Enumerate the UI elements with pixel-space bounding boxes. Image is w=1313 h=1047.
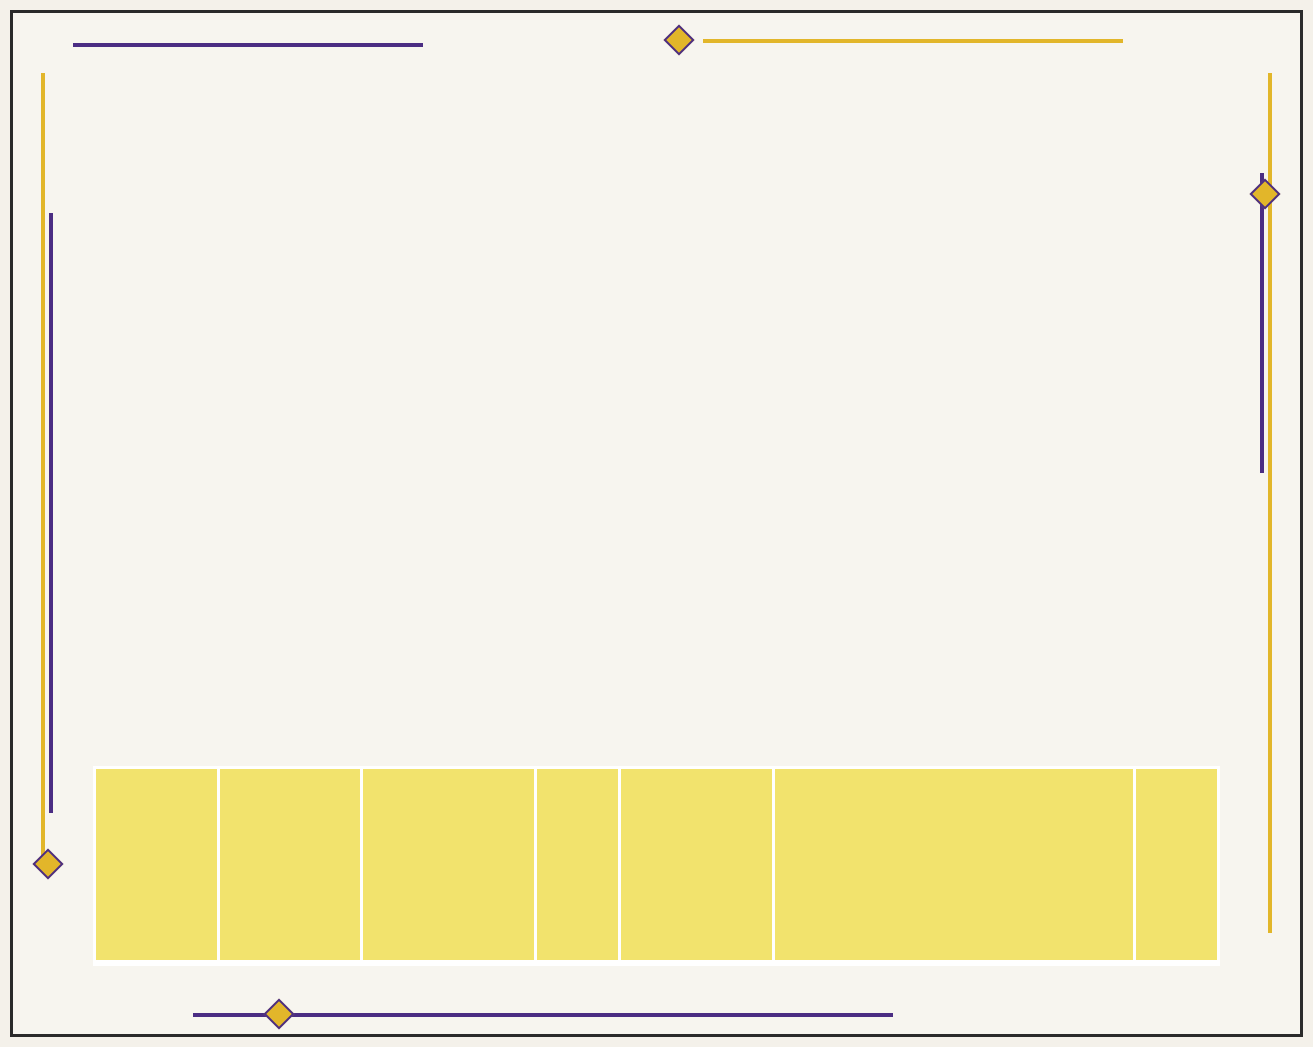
- frame-purple-line-bottom: [193, 1013, 893, 1017]
- diamond-ornament-bottom: [263, 998, 294, 1029]
- diamond-ornament-left: [32, 848, 63, 879]
- header-notes: [96, 769, 217, 960]
- frame-purple-line-right: [1260, 173, 1264, 473]
- frame-gold-line-top: [703, 39, 1123, 43]
- diamond-ornament-top: [663, 24, 694, 55]
- header-specs: [775, 769, 1133, 960]
- header-duration: [537, 769, 618, 960]
- header-location: [621, 769, 772, 960]
- frame-purple-line-left: [49, 213, 53, 813]
- frame-purple-line-top: [73, 43, 423, 47]
- header-row-number: [1136, 769, 1217, 960]
- header-deposit: [220, 769, 361, 960]
- table-header-row: [96, 769, 1217, 960]
- header-base-price: [363, 769, 533, 960]
- auction-spec-table: [93, 766, 1220, 966]
- frame-gold-line-left: [41, 73, 45, 863]
- diamond-ornament-right: [1249, 178, 1280, 209]
